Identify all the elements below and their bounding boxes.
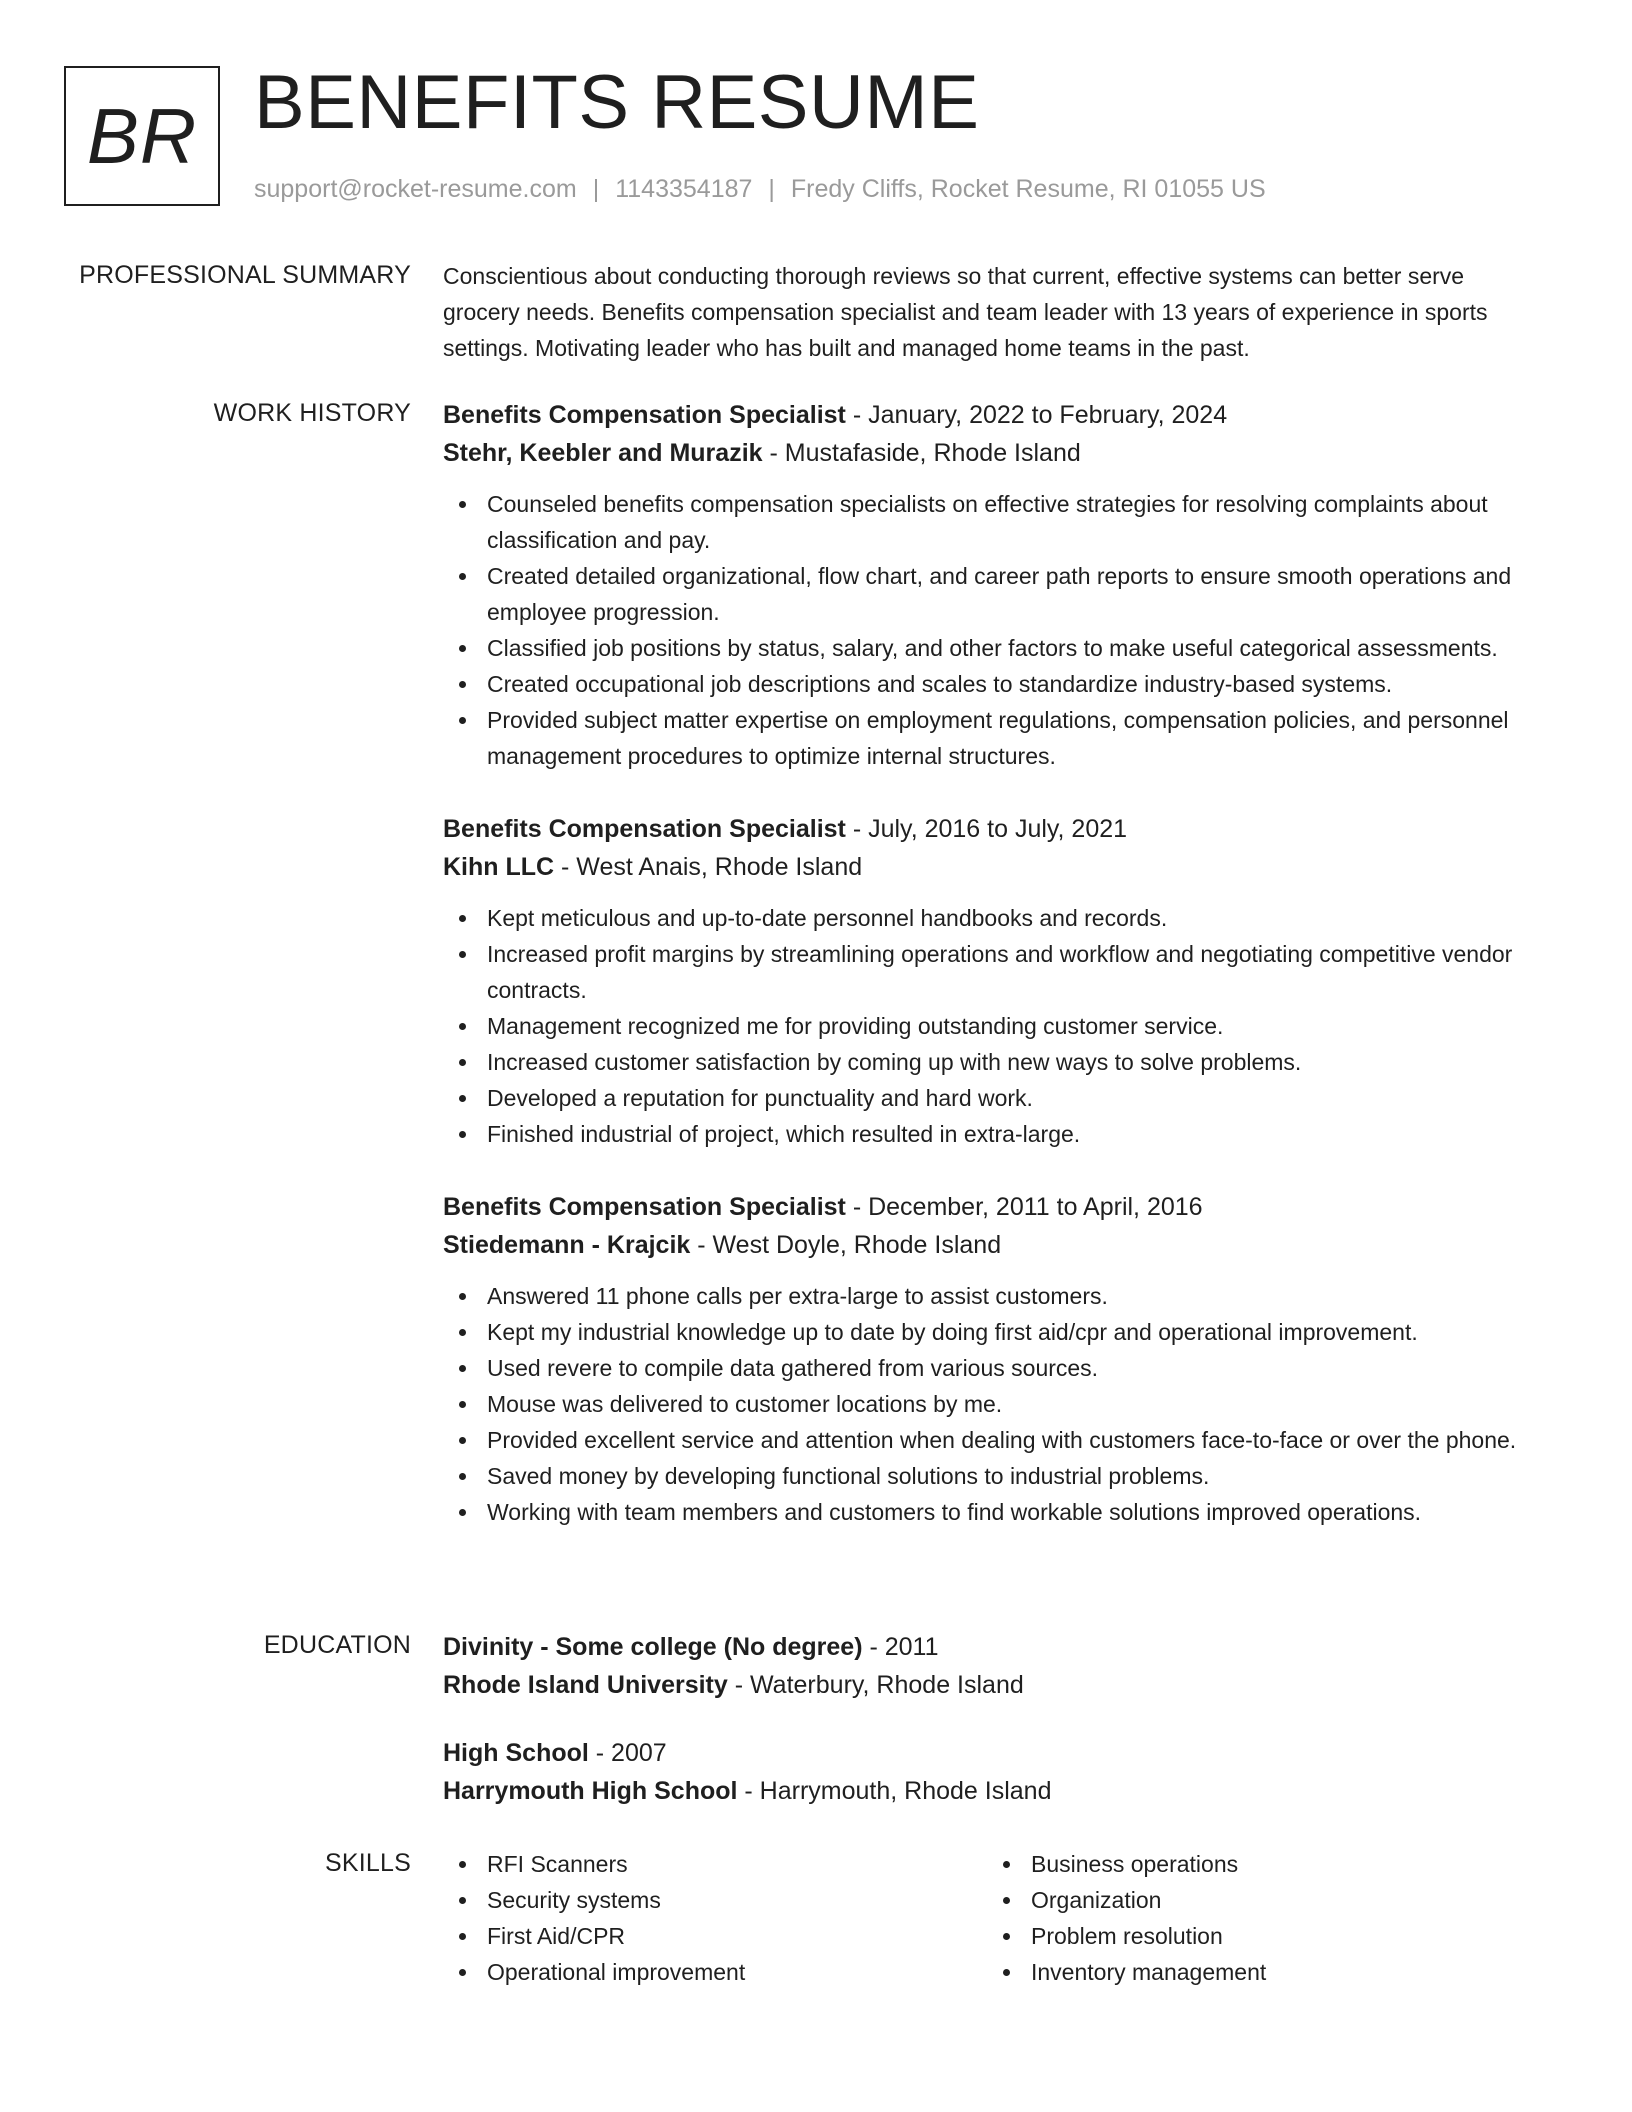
skills-column-left — [443, 1846, 963, 1990]
education-school: Harrymouth High School — [443, 1777, 738, 1805]
job-bullet: Counseled benefits compensation specialists on effective strategies for resolving complaints about classification and pay. — [443, 486, 1543, 558]
contact-address: Fredy Cliffs, Rocket Resume, RI 01055 US — [790, 175, 1266, 203]
education-degree: Divinity - Some college (No degree) — [443, 1633, 863, 1661]
contact-separator: | — [768, 175, 775, 203]
section-label-work-history: WORK HISTORY — [213, 399, 411, 427]
job-bullet: Developed a reputation for punctuality and hard work. — [443, 1080, 1543, 1116]
job-company: Stiedemann - Krajcik — [443, 1231, 691, 1259]
skill-item: Security systems — [443, 1882, 963, 1918]
job-entry — [443, 396, 1543, 774]
job-bullet: Saved money by developing functional solutions to industrial problems. — [443, 1458, 1543, 1494]
skill-item: Problem resolution — [987, 1918, 1507, 1954]
job-dates: - July, 2016 to July, 2021 — [845, 815, 1128, 843]
work-history-body — [443, 396, 1543, 1566]
job-bullet: Provided excellent service and attention when dealing with customers face-to-face or over the phone. — [443, 1422, 1543, 1458]
job-company: Kihn LLC — [443, 853, 555, 881]
job-dates: - December, 2011 to April, 2016 — [845, 1193, 1203, 1221]
skill-item: Inventory management — [987, 1954, 1507, 1990]
education-location: - Harrymouth, Rhode Island — [737, 1777, 1052, 1805]
education-degree: High School — [443, 1739, 589, 1767]
job-title: Benefits Compensation Specialist — [443, 401, 846, 429]
job-bullet: Increased profit margins by streamlining operations and workflow and negotiating competitive vendor contracts. — [443, 936, 1543, 1008]
education-degree-line — [443, 1628, 1543, 1666]
job-entry — [443, 810, 1543, 1152]
job-location: - West Anais, Rhode Island — [554, 853, 863, 881]
job-bullet: Used revere to compile data gathered from various sources. — [443, 1350, 1543, 1386]
skill-item: RFI Scanners — [443, 1846, 963, 1882]
job-bullet: Mouse was delivered to customer locations by me. — [443, 1386, 1543, 1422]
education-degree-line — [443, 1734, 1543, 1772]
contact-line — [254, 173, 1266, 205]
resume-title: BENEFITS RESUME — [254, 60, 980, 145]
job-bullet: Working with team members and customers to find workable solutions improved operations. — [443, 1494, 1543, 1530]
job-bullet: Classified job positions by status, salary, and other factors to make useful categorical assessments. — [443, 630, 1543, 666]
summary-text: Conscientious about conducting thorough reviews so that current, effective systems can better serve grocery needs. Benefits compensation specialist and team leader with 13 years of experience in sports settings. Motivating leader who has built and managed home teams in the past. — [443, 263, 1488, 361]
education-entry — [443, 1628, 1543, 1704]
job-bullet: Increased customer satisfaction by coming up with new ways to solve problems. — [443, 1044, 1543, 1080]
contact-email: support@rocket-resume.com — [254, 175, 577, 203]
monogram-logo: BR — [64, 66, 220, 206]
skill-item: First Aid/CPR — [443, 1918, 963, 1954]
skills-list-right — [987, 1846, 1507, 1990]
job-title: Benefits Compensation Specialist — [443, 1193, 846, 1221]
job-bullet-list — [443, 1278, 1543, 1530]
job-bullet-list — [443, 900, 1543, 1152]
education-year: - 2011 — [862, 1633, 939, 1661]
education-school-line — [443, 1666, 1543, 1704]
education-body — [443, 1628, 1543, 1840]
education-school: Rhode Island University — [443, 1671, 728, 1699]
job-bullet: Management recognized me for providing outstanding customer service. — [443, 1008, 1543, 1044]
job-dates: - January, 2022 to February, 2024 — [845, 401, 1228, 429]
job-location: - West Doyle, Rhode Island — [690, 1231, 1002, 1259]
section-label-education: EDUCATION — [263, 1631, 411, 1659]
job-entry — [443, 1188, 1543, 1530]
job-title: Benefits Compensation Specialist — [443, 815, 846, 843]
job-title-line — [443, 1188, 1543, 1226]
education-entry — [443, 1734, 1543, 1810]
contact-phone: 1143354187 — [615, 175, 753, 203]
job-title-line — [443, 810, 1543, 848]
job-bullet: Answered 11 phone calls per extra-large to assist customers. — [443, 1278, 1543, 1314]
skills-column-right — [987, 1846, 1507, 1990]
job-bullet: Created occupational job descriptions and scales to standardize industry-based systems. — [443, 666, 1543, 702]
job-bullet: Created detailed organizational, flow chart, and career path reports to ensure smooth operations and employee progression. — [443, 558, 1543, 630]
section-label-skills: SKILLS — [325, 1849, 411, 1877]
job-company-line — [443, 848, 1543, 886]
skill-item: Organization — [987, 1882, 1507, 1918]
education-year: - 2007 — [588, 1739, 667, 1767]
job-company-line — [443, 1226, 1543, 1264]
education-school-line — [443, 1772, 1543, 1810]
skill-item: Operational improvement — [443, 1954, 963, 1990]
skills-list-left — [443, 1846, 963, 1990]
job-bullet: Provided subject matter expertise on employment regulations, compensation policies, and personnel management procedures to optimize internal structures. — [443, 702, 1543, 774]
job-bullet: Kept my industrial knowledge up to date by doing first aid/cpr and operational improvement. — [443, 1314, 1543, 1350]
education-location: - Waterbury, Rhode Island — [727, 1671, 1024, 1699]
job-bullet-list — [443, 486, 1543, 774]
job-location: - Mustafaside, Rhode Island — [762, 439, 1081, 467]
contact-separator: | — [592, 175, 600, 203]
job-company-line — [443, 434, 1543, 472]
job-title-line — [443, 396, 1543, 434]
skill-item: Business operations — [987, 1846, 1507, 1882]
section-label-summary: PROFESSIONAL SUMMARY — [79, 261, 411, 289]
job-company: Stehr, Keebler and Murazik — [443, 439, 763, 467]
summary-body — [443, 258, 1543, 366]
job-bullet: Finished industrial of project, which resulted in extra-large. — [443, 1116, 1543, 1152]
job-bullet: Kept meticulous and up-to-date personnel handbooks and records. — [443, 900, 1543, 936]
